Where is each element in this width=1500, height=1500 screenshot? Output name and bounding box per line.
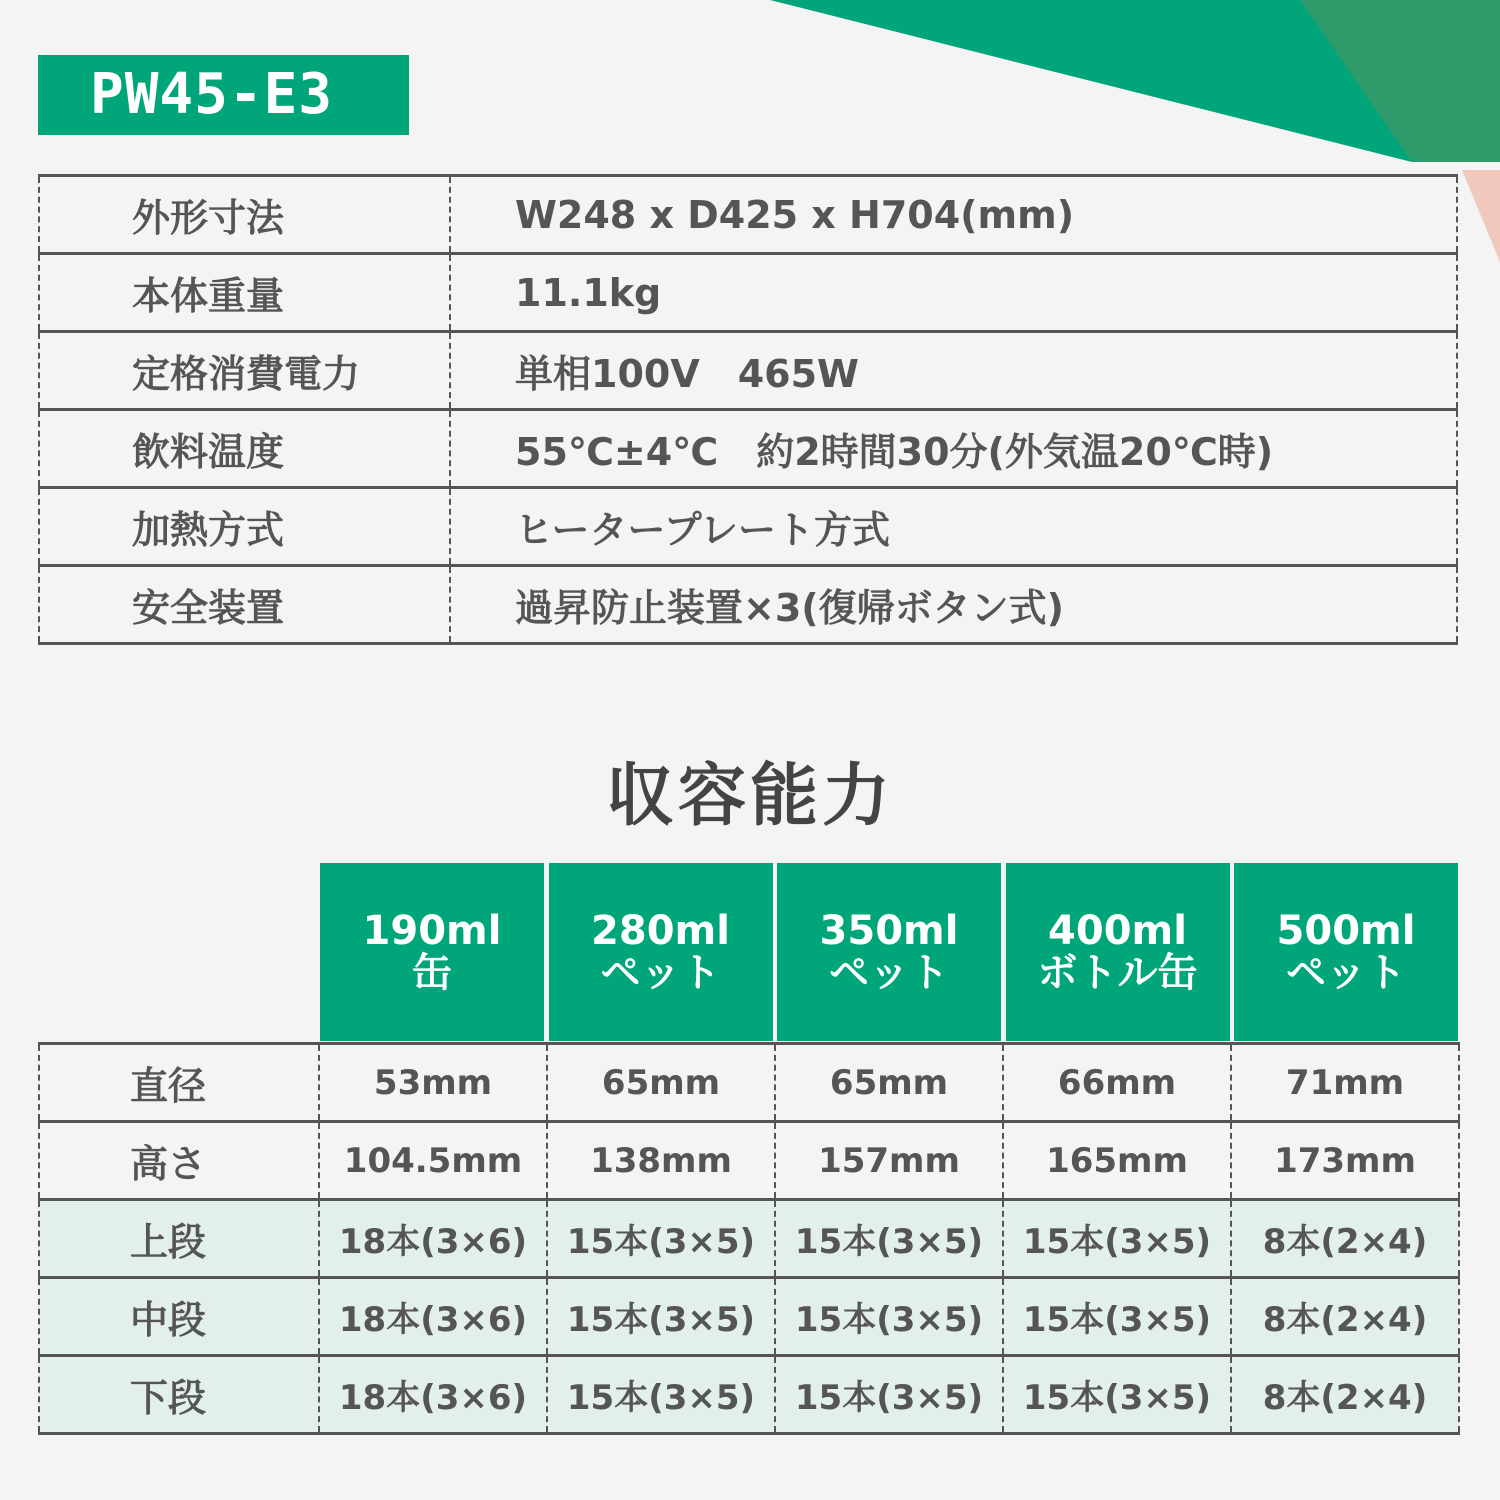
spec-label: 本体重量: [39, 254, 450, 332]
capacity-column-header: [320, 863, 544, 1041]
table-cell: 15本(3×5): [1003, 1200, 1231, 1278]
table-cell: 15本(3×5): [547, 1356, 775, 1434]
table-row: [39, 1356, 1459, 1434]
column-type: 缶: [412, 950, 452, 996]
table-cell: 71mm: [1231, 1044, 1459, 1122]
table-row: [39, 1122, 1459, 1200]
spec-value: 11.1kg: [450, 254, 1457, 332]
table-cell: 8本(2×4): [1231, 1200, 1459, 1278]
spec-label: 加熱方式: [39, 488, 450, 566]
model-badge: PW45-E3: [38, 55, 409, 135]
row-label: 直径: [39, 1044, 319, 1122]
spec-label: 安全装置: [39, 566, 450, 644]
row-label: 中段: [39, 1278, 319, 1356]
table-cell: 65mm: [547, 1044, 775, 1122]
spec-row: [39, 254, 1457, 332]
table-cell: 165mm: [1003, 1122, 1231, 1200]
table-cell: 15本(3×5): [1003, 1356, 1231, 1434]
column-type: ペット: [1286, 950, 1406, 996]
spec-label: 定格消費電力: [39, 332, 450, 410]
table-cell: 104.5mm: [319, 1122, 547, 1200]
row-label: 下段: [39, 1356, 319, 1434]
spec-label: 飲料温度: [39, 410, 450, 488]
spec-table: [38, 174, 1458, 645]
spec-value: 単相100V 465W: [450, 332, 1457, 410]
table-cell: 15本(3×5): [547, 1278, 775, 1356]
table-cell: 18本(3×6): [319, 1356, 547, 1434]
table-row: [39, 1278, 1459, 1356]
spec-row: [39, 410, 1457, 488]
spec-value: 過昇防止装置×3(復帰ボタン式): [450, 566, 1457, 644]
table-cell: 15本(3×5): [775, 1200, 1003, 1278]
spec-value: W248 x D425 x H704(mm): [450, 176, 1457, 254]
capacity-column-header: [549, 863, 773, 1041]
column-type: ペット: [829, 950, 949, 996]
green-triangle: [770, 0, 1500, 162]
capacity-table: [38, 1042, 1460, 1435]
table-cell: 18本(3×6): [319, 1200, 547, 1278]
table-cell: 8本(2×4): [1231, 1356, 1459, 1434]
column-type: ペット: [600, 950, 721, 996]
table-cell: 15本(3×5): [547, 1200, 775, 1278]
table-cell: 138mm: [547, 1122, 775, 1200]
column-size: 400ml: [1048, 908, 1187, 954]
spec-row: [39, 488, 1457, 566]
spec-row: [39, 566, 1457, 644]
row-label: 上段: [39, 1200, 319, 1278]
table-cell: 8本(2×4): [1231, 1278, 1459, 1356]
table-cell: 15本(3×5): [775, 1278, 1003, 1356]
table-row: [39, 1044, 1459, 1122]
table-row: [39, 1200, 1459, 1278]
capacity-column-header: [777, 863, 1001, 1041]
spec-value: 55℃±4℃ 約2時間30分(外気温20℃時): [450, 410, 1457, 488]
column-size: 280ml: [591, 908, 730, 954]
spec-row: [39, 176, 1457, 254]
spec-value: ヒータープレート方式: [450, 488, 1457, 566]
column-size: 350ml: [819, 908, 959, 954]
dark-green-triangle: [1300, 0, 1500, 162]
table-cell: 15本(3×5): [1003, 1278, 1231, 1356]
table-cell: 157mm: [775, 1122, 1003, 1200]
capacity-column-header: [1006, 863, 1230, 1041]
capacity-header: [320, 863, 1458, 1041]
table-cell: 65mm: [775, 1044, 1003, 1122]
table-cell: 66mm: [1003, 1044, 1231, 1122]
spec-label: 外形寸法: [39, 176, 450, 254]
column-size: 190ml: [362, 908, 502, 954]
table-cell: 18本(3×6): [319, 1278, 547, 1356]
pink-triangle: [1462, 170, 1500, 262]
table-cell: 173mm: [1231, 1122, 1459, 1200]
column-size: 500ml: [1276, 908, 1416, 954]
spec-row: [39, 332, 1457, 410]
capacity-column-header: [1234, 863, 1458, 1041]
table-cell: 53mm: [319, 1044, 547, 1122]
row-label: 高さ: [39, 1122, 319, 1200]
capacity-title: 収容能力: [605, 757, 894, 836]
table-cell: 15本(3×5): [775, 1356, 1003, 1434]
column-type: ボトル缶: [1037, 950, 1198, 996]
